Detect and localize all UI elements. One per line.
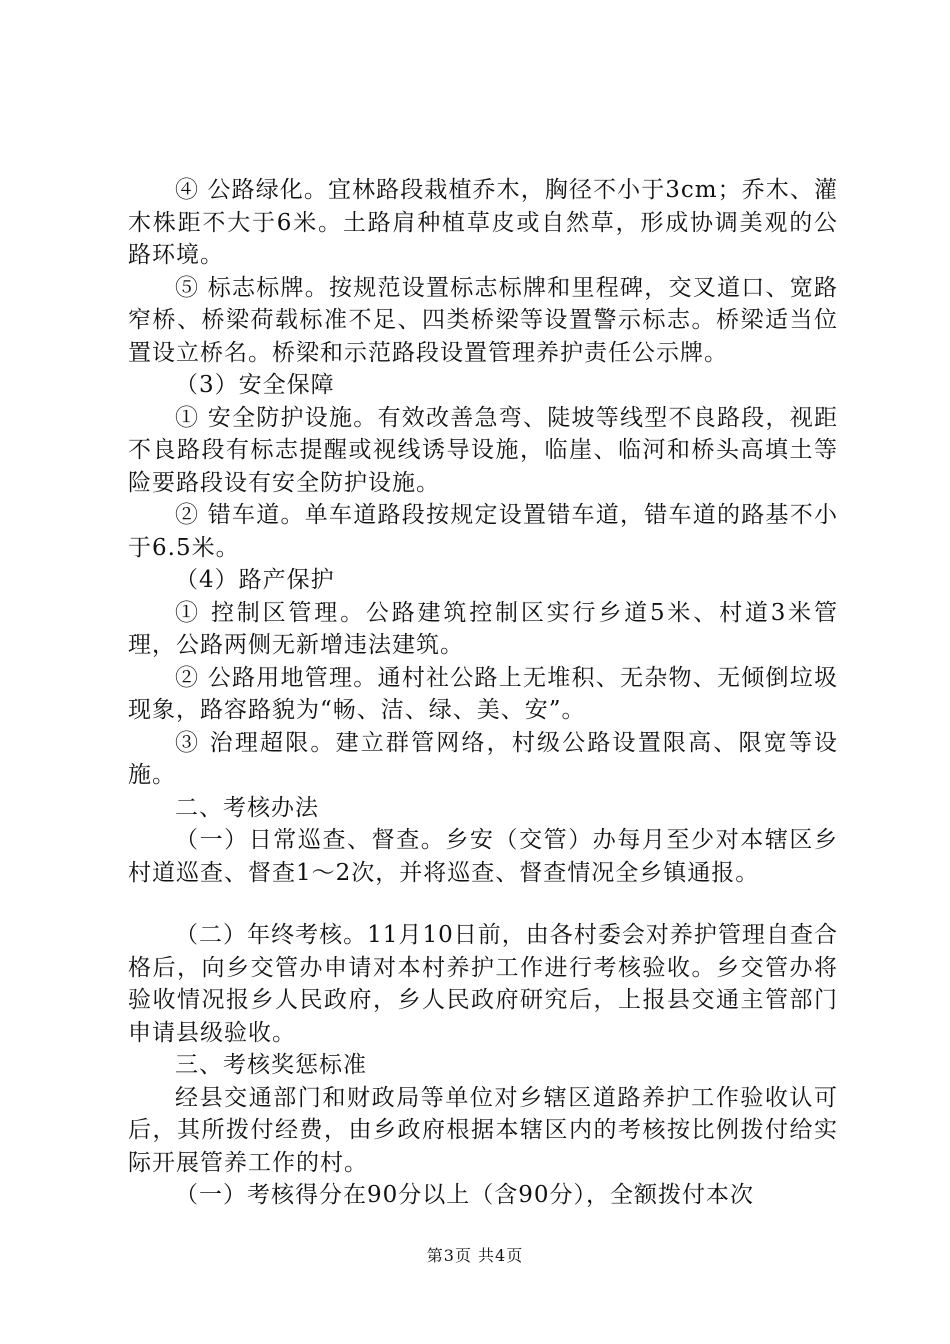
paragraph-greening: ④ 公路绿化。宜林路段栽植乔木，胸径不小于3cm；乔木、灌木株距不大于6米。土路肩种植草皮或自然草，形成协调美观的公路环境。 [128,177,838,268]
heading-road-property: （4）路产保护 [175,567,335,593]
heading-safety: （3）安全保障 [175,372,335,398]
paragraph-control-zone: ① 控制区管理。公路建筑控制区实行乡道5米、村道3米管理，公路两侧无新增违法建筑。 [128,599,838,658]
heading-assessment-method: 二、考核办法 [175,794,319,821]
paragraph-score-90: （一）考核得分在90分以上（含90分），全额拨付本次 [175,1182,755,1208]
document-body [128,174,838,1212]
heading-reward-standard: 三、考核奖惩标准 [175,1052,367,1078]
paragraph-daily-inspection: （一）日常巡查、督查。乡安（交管）办每月至少对本辖区乡村道巡查、督查1～2次，并将巡查、督查情况全乡镇通报。 [128,827,838,886]
paragraph-annual-assessment: （二）年终考核。11月10日前，由各村委会对养护管理自查合格后，向乡交管办申请对本村养护工作进行考核验收。乡交管办将验收情况报乡人民政府，乡人民政府研究后，上报县交通主管部门申请县级验收。 [128,922,838,1046]
paragraph-passing-lane: ② 错车道。单车道路段按规定设置错车道，错车道的路基不小于6.5米。 [128,502,838,561]
paragraph-road-land: ② 公路用地管理。通村社公路上无堆积、无杂物、无倾倒垃圾现象，路容路貌为“畅、洁、绿、美、安”。 [128,664,838,723]
page-footer: 第3页 共4页 [426,1246,524,1265]
paragraph-safety-facilities: ① 安全防护设施。有效改善急弯、陡坡等线型不良路段，视距不良路段有标志提醒或视线诱导设施，临崖、临河和桥头高填土等险要路段设有安全防护设施。 [128,404,838,496]
paragraph-overload: ③ 治理超限。建立群管网络，村级公路设置限高、限宽等设施。 [128,729,838,788]
paragraph-funding: 经县交通部门和财政局等单位对乡辖区道路养护工作验收认可后，其所拨付经费，由乡政府根据本辖区内的考核按比例拨付给实际开展管养工作的村。 [128,1084,838,1176]
paragraph-signage: ⑤ 标志标牌。按规范设置标志标牌和里程碑，交叉道口、宽路窄桥、桥梁荷载标准不足、四类桥梁等设置警示标志。桥梁适当位置设立桥名。桥梁和示范路段设置管理养护责任公示牌。 [128,274,838,366]
